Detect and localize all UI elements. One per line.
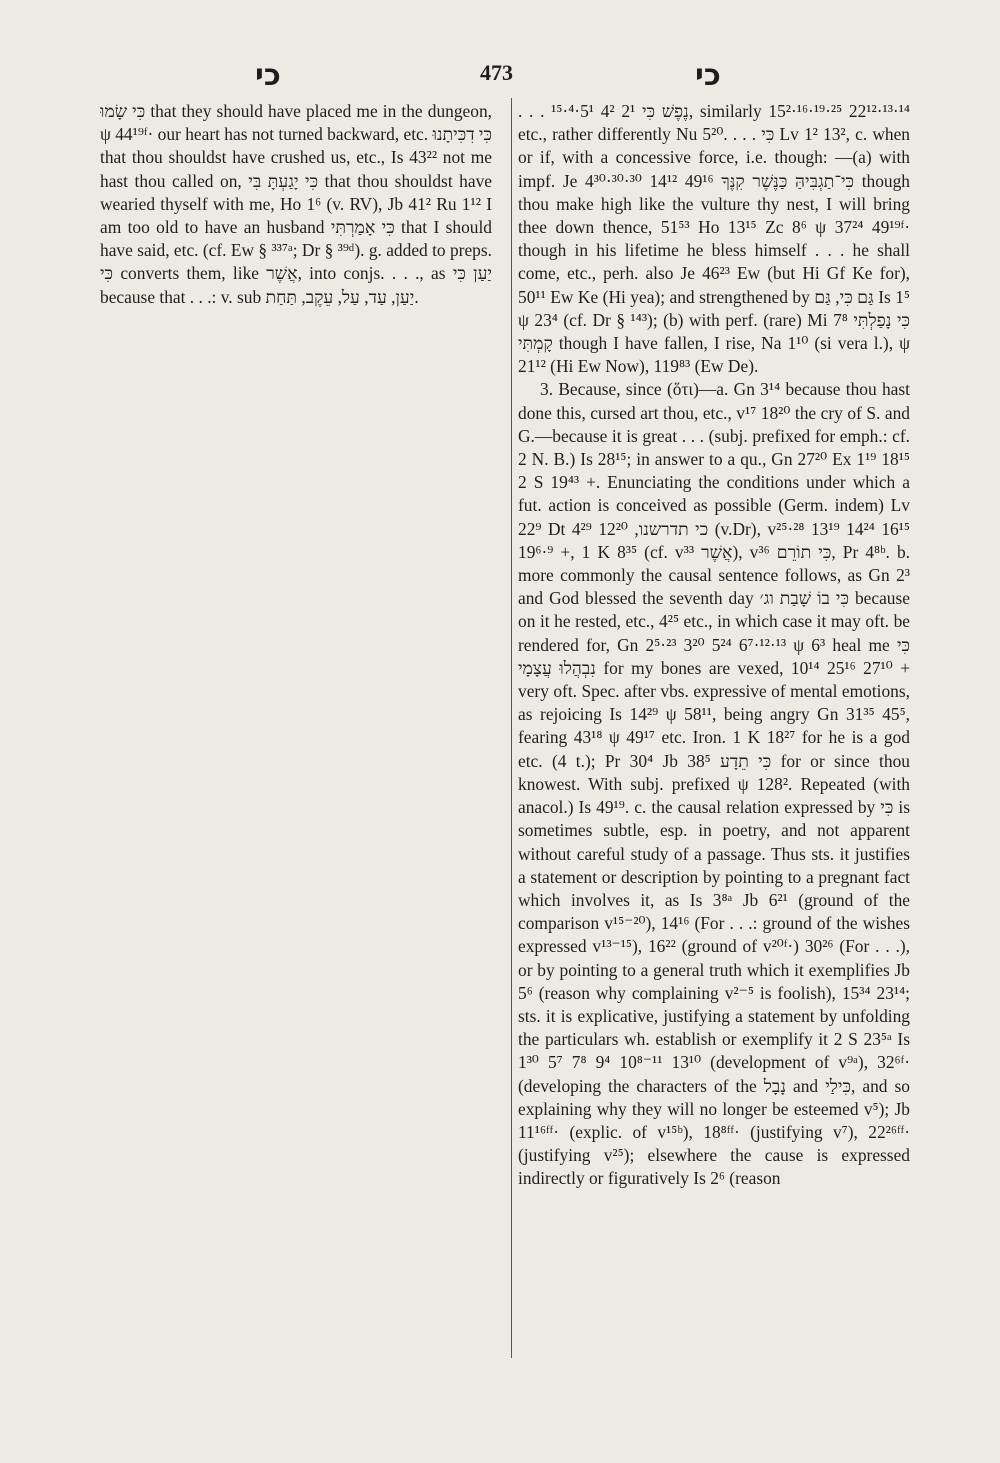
paragraph-left-1: כִּי שָׂמוּ that they should have placed me in the dungeon, ψ 44¹⁹ᶠ· our heart has not turned backward, etc. כִּי דִכִּיתָנוּ that thou shouldst have crushed us, etc., Is 43²² not me hast thou called on, כִּי יָגַעְתָּ בִּי that thou shouldst have wearied thyself with me, Ho 1⁶ (v. RV), Jb 41² Ru 1¹² I am too old to have an husband כִּי אָמַרְתִּי that I should have said, etc. (cf. Ew § ³³⁷ᵃ; Dr § ³⁹ᵈ). g. added to preps. כִּי converts them, like אֲשֶׁר, into conjs. . . ., as יַעַן כִּי because that . . .: v. sub יַעַן, עַד, עַל, עֵקֶב, תַּחַת.: [100, 101, 492, 307]
paragraph-right-1: . . . נֶפֶשׁ כִּי 2¹ 4² 5¹·⁴·¹⁵, similarly 15²·¹⁶·¹⁹·²⁵ 22¹²·¹³·¹⁴ etc., rather differently Nu 5²⁰. . . . כִּי Lv 1² 13², c. when or if, with a concessive force, i.e. though: —(a) with impf. Je 4³⁰·³⁰·³⁰ 14¹² 49¹⁶ כִּי־תַגְבִּיהַּ כַּנֶּשֶׁר קִנֶּךָ though thou make high like the vulture thy nest, I will bring thee down thence, 51⁵³ Ho 13¹⁵ Zc 8⁶ ψ 37²⁴ 49¹⁹ᶠ· though in his lifetime he bless himself . . . he shall come, etc., perh. also Je 46²³ Ew (but Hi Gf Ke for), 50¹¹ Ew Ke (Hi yea); and strengthened by גַּם כִּי, גַּם Is 1⁵ ψ 23⁴ (cf. Dr § ¹⁴³); (b) with perf. (rare) Mi 7⁸ כִּי נָפַלְתִּי קָמְתִּי though I have fallen, I rise, Na 1¹⁰ (si vera l.), ψ 21¹² (Hi Ew Now), 119⁸³ (Ew De).: [518, 101, 910, 377]
running-head-left: כי: [255, 58, 281, 93]
running-head-right: כי: [695, 58, 721, 93]
page-number: 473: [480, 60, 513, 85]
column-divider: [511, 98, 512, 1358]
paragraph-right-2: 3. Because, since (ὅτι)—a. Gn 3¹⁴ because thou hast done this, cursed art thou, etc., v¹⁷ 18²⁰ the cry of S. and G.—because it is great . . . (subj. prefixed for emph.: cf. 2 N. B.) Is 28¹⁵; in answer to a qu., Gn 27²⁰ Ex 1¹⁹ 18¹⁵ 2 S 19⁴³ +. Enunciating the conditions under which a fut. action is conceived as possible (Germ. indem) Lv 22⁹ Dt 4²⁹ כי תדרשנו, 12²⁰ (v.Dr), v²⁵·²⁸ 13¹⁹ 14²⁴ 16¹⁵ 19⁶·⁹ +, 1 K 8³⁵ (cf. v³³ אֲשֶׁר), v³⁶ כִּי תוֹרֵם, Pr 4⁸ᵇ. b. more commonly the causal sentence follows, as Gn 2³ and God blessed the seventh day כִּי בוֹ שָׁבַת וג׳ because on it he rested, etc., 4²⁵ etc., in which case it may oft. be rendered for, Gn 2⁵·²³ 3²⁰ 5²⁴ 6⁷·¹²·¹³ ψ 6³ heal me כִּי נִבְהֲלוּ עֲצָמָי for my bones are vexed, 10¹⁴ 25¹⁶ 27¹⁰ + very oft. Spec. after vbs. expressive of mental emotions, as rejoicing Is 14²⁹ ψ 58¹¹, being angry Gn 31³⁵ 45⁵, fearing 43¹⁸ ψ 49¹⁷ etc. Iron. 1 K 18²⁷ for he is a god etc. (4 t.); Pr 30⁴ Jb 38⁵ כִּי תֵדָע for or since thou knowest. With subj. prefixed ψ 128². Repeated (with anacol.) Is 49¹⁹. c. the causal relation expressed by כִּי is sometimes subtle, esp. in poetry, and not apparent without careful study of a passage. Thus sts. it justifies a statement or description by pointing to a pregnant fact which involves it, as Is 3⁸ᵃ Jb 6²¹ (ground of the comparison v¹⁵⁻²⁰), 14¹⁶ (For . . .: ground of the wishes expressed v¹³⁻¹⁵), 16²² (ground of v²⁰ᶠ·) 30²⁶ (For . . .), or by pointing to a general truth which it exemplifies Jb 5⁶ (reason why complaining v²⁻⁵ is foolish), 15³⁴ 23¹⁴; sts. it is explicative, justifying a statement by unfolding the particulars wh. establish or exemplify it 2 S 23⁵ᵃ Is 1³⁰ 5⁷ 7⁸ 9⁴ 10⁸⁻¹¹ 13¹⁰ (development of v⁹ᵃ), 32⁶ᶠ· (developing the characters of the נָבָל and כִּילַי, and so explaining why they will no longer be esteemed v⁵); Jb 11¹⁶ᶠᶠ· (explic. of v¹⁵ᵇ), 18⁸ᶠᶠ· (justifying v⁷), 22²⁶ᶠᶠ· (justifying v²⁵); elsewhere the cause is expressed indirectly or figuratively Is 2⁶ (reason: [518, 379, 910, 1189]
right-column: [518, 100, 910, 1360]
left-column: [100, 100, 492, 1360]
